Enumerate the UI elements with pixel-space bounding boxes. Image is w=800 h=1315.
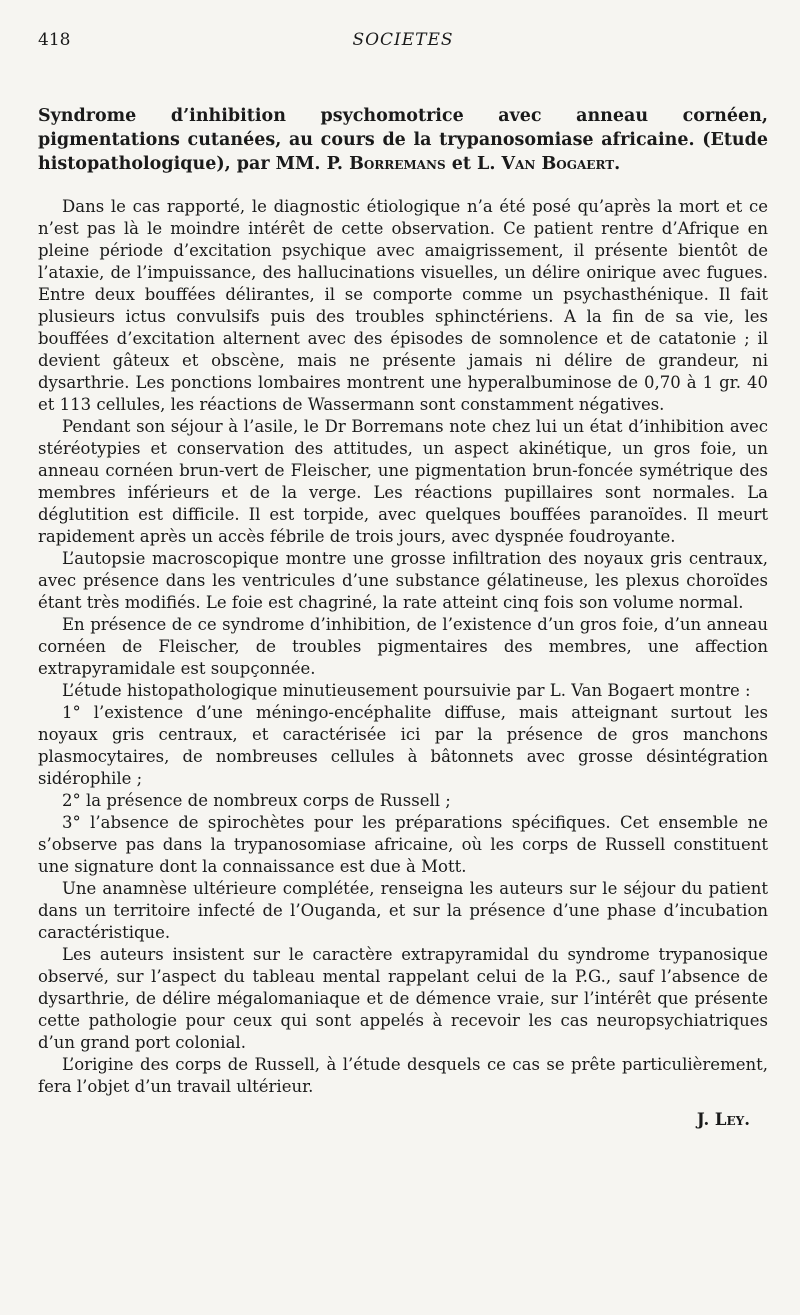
- title-conjunction: et L.: [451, 154, 496, 174]
- article-title: [38, 104, 768, 176]
- page-number: 418: [38, 30, 71, 50]
- signature: J. Ley.: [696, 1110, 750, 1129]
- paragraph-case-report: Dans le cas rapporté, le diagnostic étiologique n’a été posé qu’après la mort et ce n’est pas là le moindre intérêt de cette observation. Ce patient rentre d’Afrique en pleine période d’excitation psychique avec amaigrissement, il présente bientôt de l’ataxie, de l’impuissance, des hallucinations visuelles, un délire onirique avec fugues. Entre deux bouffées délirantes, il se comporte comme un psychasthénique. Il fait plusieurs ictus convulsifs puis des troubles sphinctériens. A la fin de sa vie, les bouffées d’excitation alternent avec des épisodes de somnolence et de catatonie ; il devient gâteux et obscène, mais ne présente jamais ni délire de grandeur, ni dysarthrie. Les ponctions lombaires montrent une hyperalbuminose de 0,70 à 1 gr. 40 et 113 cellules, les réactions de Wassermann sont constamment négatives.: [38, 197, 768, 414]
- paragraph-finding-2: 2° la présence de nombreux corps de Russell ;: [62, 791, 451, 810]
- paragraph-authors-insist: Les auteurs insistent sur le caractère extrapyramidal du syndrome trypanosique observé, sur l’aspect du tableau mental rappelant celui de la P.G., sauf l’absence de dysarthrie, de délire mégalomaniaque et de démence vraie, sur l’intérêt que présente cette pathologie pour ceux qui sont appelés à recevoir les cas neuropsychiatriques d’un grand port colonial.: [38, 945, 768, 1052]
- running-head: [38, 30, 768, 58]
- paragraph-finding-3: 3° l’absence de spirochètes pour les préparations spécifiques. Cet ensemble ne s’observe pas dans la trypanosomiase africaine, où les corps de Russell constituent une signature dont la connaissance est due à Mott.: [38, 813, 768, 876]
- paragraph-asylum-stay: Pendant son séjour à l’asile, le Dr Borremans note chez lui un état d’inhibition avec stéréotypies et conservation des attitudes, un aspect akinétique, un gros foie, un anneau cornéen brun-vert de Fleischer, une pigmentation brun-foncée symétrique des membres inférieurs et de la verge. Les réactions pupillaires sont normales. La déglutition est difficile. Il est torpide, avec quelques bouffées paranoïdes. Il meurt rapidement après un accès fébrile de trois jours, avec dyspnée foudroyante.: [38, 417, 768, 546]
- article-body: [38, 196, 768, 1098]
- paragraph-histopathology-intro: L’étude histopathologique minutieusement poursuivie par L. Van Bogaert montre :: [62, 681, 751, 700]
- author-borremans: Borremans: [349, 154, 446, 174]
- paragraph-autopsy: L’autopsie macroscopique montre une grosse infiltration des noyaux gris centraux, avec présence dans les ventricules d’une substance gélatineuse, les plexus choroïdes étant très modifiés. Le foie est chagriné, la rate atteint cinq fois son volume normal.: [38, 549, 768, 612]
- section-title: SOCIETES: [352, 30, 454, 50]
- paragraph-finding-1: 1° l’existence d’une méningo-encéphalite diffuse, mais atteignant surtout les noyaux gris centraux, et caractérisée ici par la présence de gros manchons plasmocytaires, de nombreuses cellules à bâtonnets avec grosse désintégration sidérophile ;: [38, 703, 768, 788]
- title-end: .: [614, 154, 621, 174]
- paragraph-syndrome: En présence de ce syndrome d’inhibition, de l’existence d’un gros foie, d’un anneau cornéen de Fleischer, de troubles pigmentaires des membres, une affection extrapyramidale est soupçonnée.: [38, 615, 768, 678]
- title-text: Syndrome d’inhibition psychomotrice avec anneau cornéen, pigmentations cutanées, au cours de la trypanosomiase africaine. (Etude histopathologique), par MM. P.: [38, 106, 768, 174]
- paragraph-anamnesis: Une anamnèse ultérieure complétée, renseigna les auteurs sur le séjour du patient dans un territoire infecté de l’Ouganda, et sur la présence d’une phase d’incubation caractéristique.: [38, 879, 768, 942]
- paragraph-russell-origin: L’origine des corps de Russell, à l’étude desquels ce cas se prête particulièrement, fera l’objet d’un travail ultérieur.: [38, 1055, 768, 1096]
- author-van-bogaert: Van Bogaert: [501, 154, 615, 174]
